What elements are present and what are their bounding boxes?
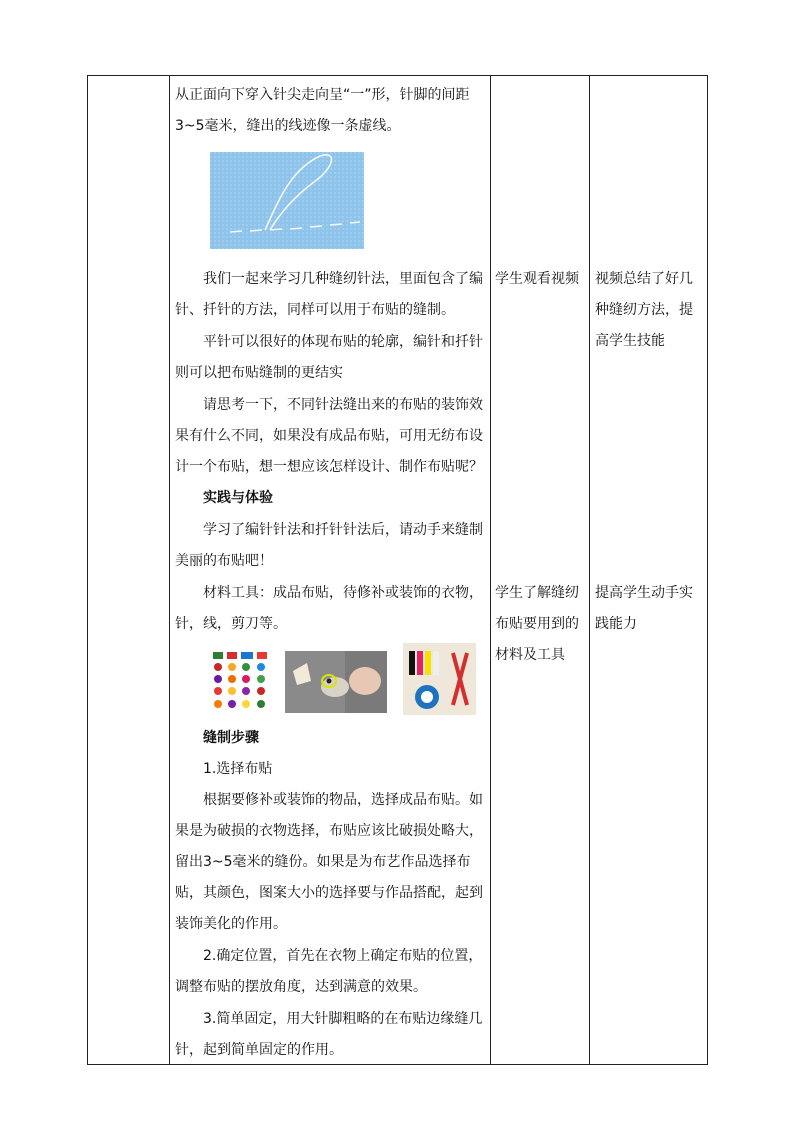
- lesson-table: [87, 75, 708, 1065]
- intent-video-summary: 视频总结了好几种缝纫方法，提高学生技能: [595, 271, 693, 349]
- paragraph-think: 请思考一下，不同针法缝出来的布贴的装饰效果有什么不同，如果没有成品布贴，可用无纺布设计一个布贴，想一想应该怎样设计、制作布贴呢？: [175, 397, 483, 475]
- sewing-cloth-photo: [285, 651, 387, 713]
- step-3: 3.简单固定，用大针脚粗略的在布贴边缘缝几针，起到简单固定的作用。: [175, 1011, 483, 1058]
- intent-hands-on: 提高学生动手实践能力: [595, 585, 693, 632]
- heading-sewing-steps: 缝制步骤: [203, 730, 259, 746]
- paragraph-stitch-methods: 我们一起来学习几种缝纫针法，里面包含了编针、扦针的方法，同样可以用于布贴的缝制。: [175, 271, 483, 318]
- column-divider: [169, 76, 170, 1064]
- step-1-title: 1.选择布贴: [203, 761, 273, 777]
- intro-line-1: 从正面向下穿入针尖走向呈“一”形，针脚的间距: [175, 87, 470, 103]
- student-learn-materials: 学生了解缝纫布贴要用到的材料及工具: [495, 585, 579, 663]
- phase-column: [88, 76, 169, 1064]
- design-intent-column: [595, 76, 705, 1064]
- heading-practice: 实践与体验: [203, 490, 273, 506]
- sewing-tools-photo: [403, 643, 476, 715]
- column-divider: [490, 76, 491, 1064]
- patches-photo: [209, 648, 274, 713]
- step-1-body: 根据要修补或装饰的物品，选择成品布贴。如果是为破损的衣物选择，布贴应该比破损处略大，留出3~5毫米的缝份。如果是为布艺作品选择布贴，其颜色，图案大小的选择要与作品搭配，起到装饰美化的作用。: [175, 792, 483, 932]
- intro-line-2: 3~5毫米，缝出的线迹像一条虚线。: [175, 118, 401, 134]
- paragraph-materials: 材料工具：成品布贴，待修补或装饰的衣物，针，线，剪刀等。: [175, 585, 483, 632]
- step-2: 2.确定位置，首先在衣物上确定布贴的位置，调整布贴的摆放角度，达到满意的效果。: [175, 948, 483, 995]
- teacher-activity-column: [175, 76, 485, 1064]
- paragraph-after-learning: 学习了编针针法和扦针针法后，请动手来缝制美丽的布贴吧！: [175, 522, 483, 569]
- running-stitch-photo: [210, 152, 364, 249]
- paragraph-flat-stitch: 平针可以很好的体现布贴的轮廓，编针和扦针则可以把布贴缝制的更结实: [175, 334, 483, 381]
- student-watch-video: 学生观看视频: [495, 271, 579, 287]
- column-divider: [589, 76, 590, 1064]
- student-activity-column: [495, 76, 587, 1064]
